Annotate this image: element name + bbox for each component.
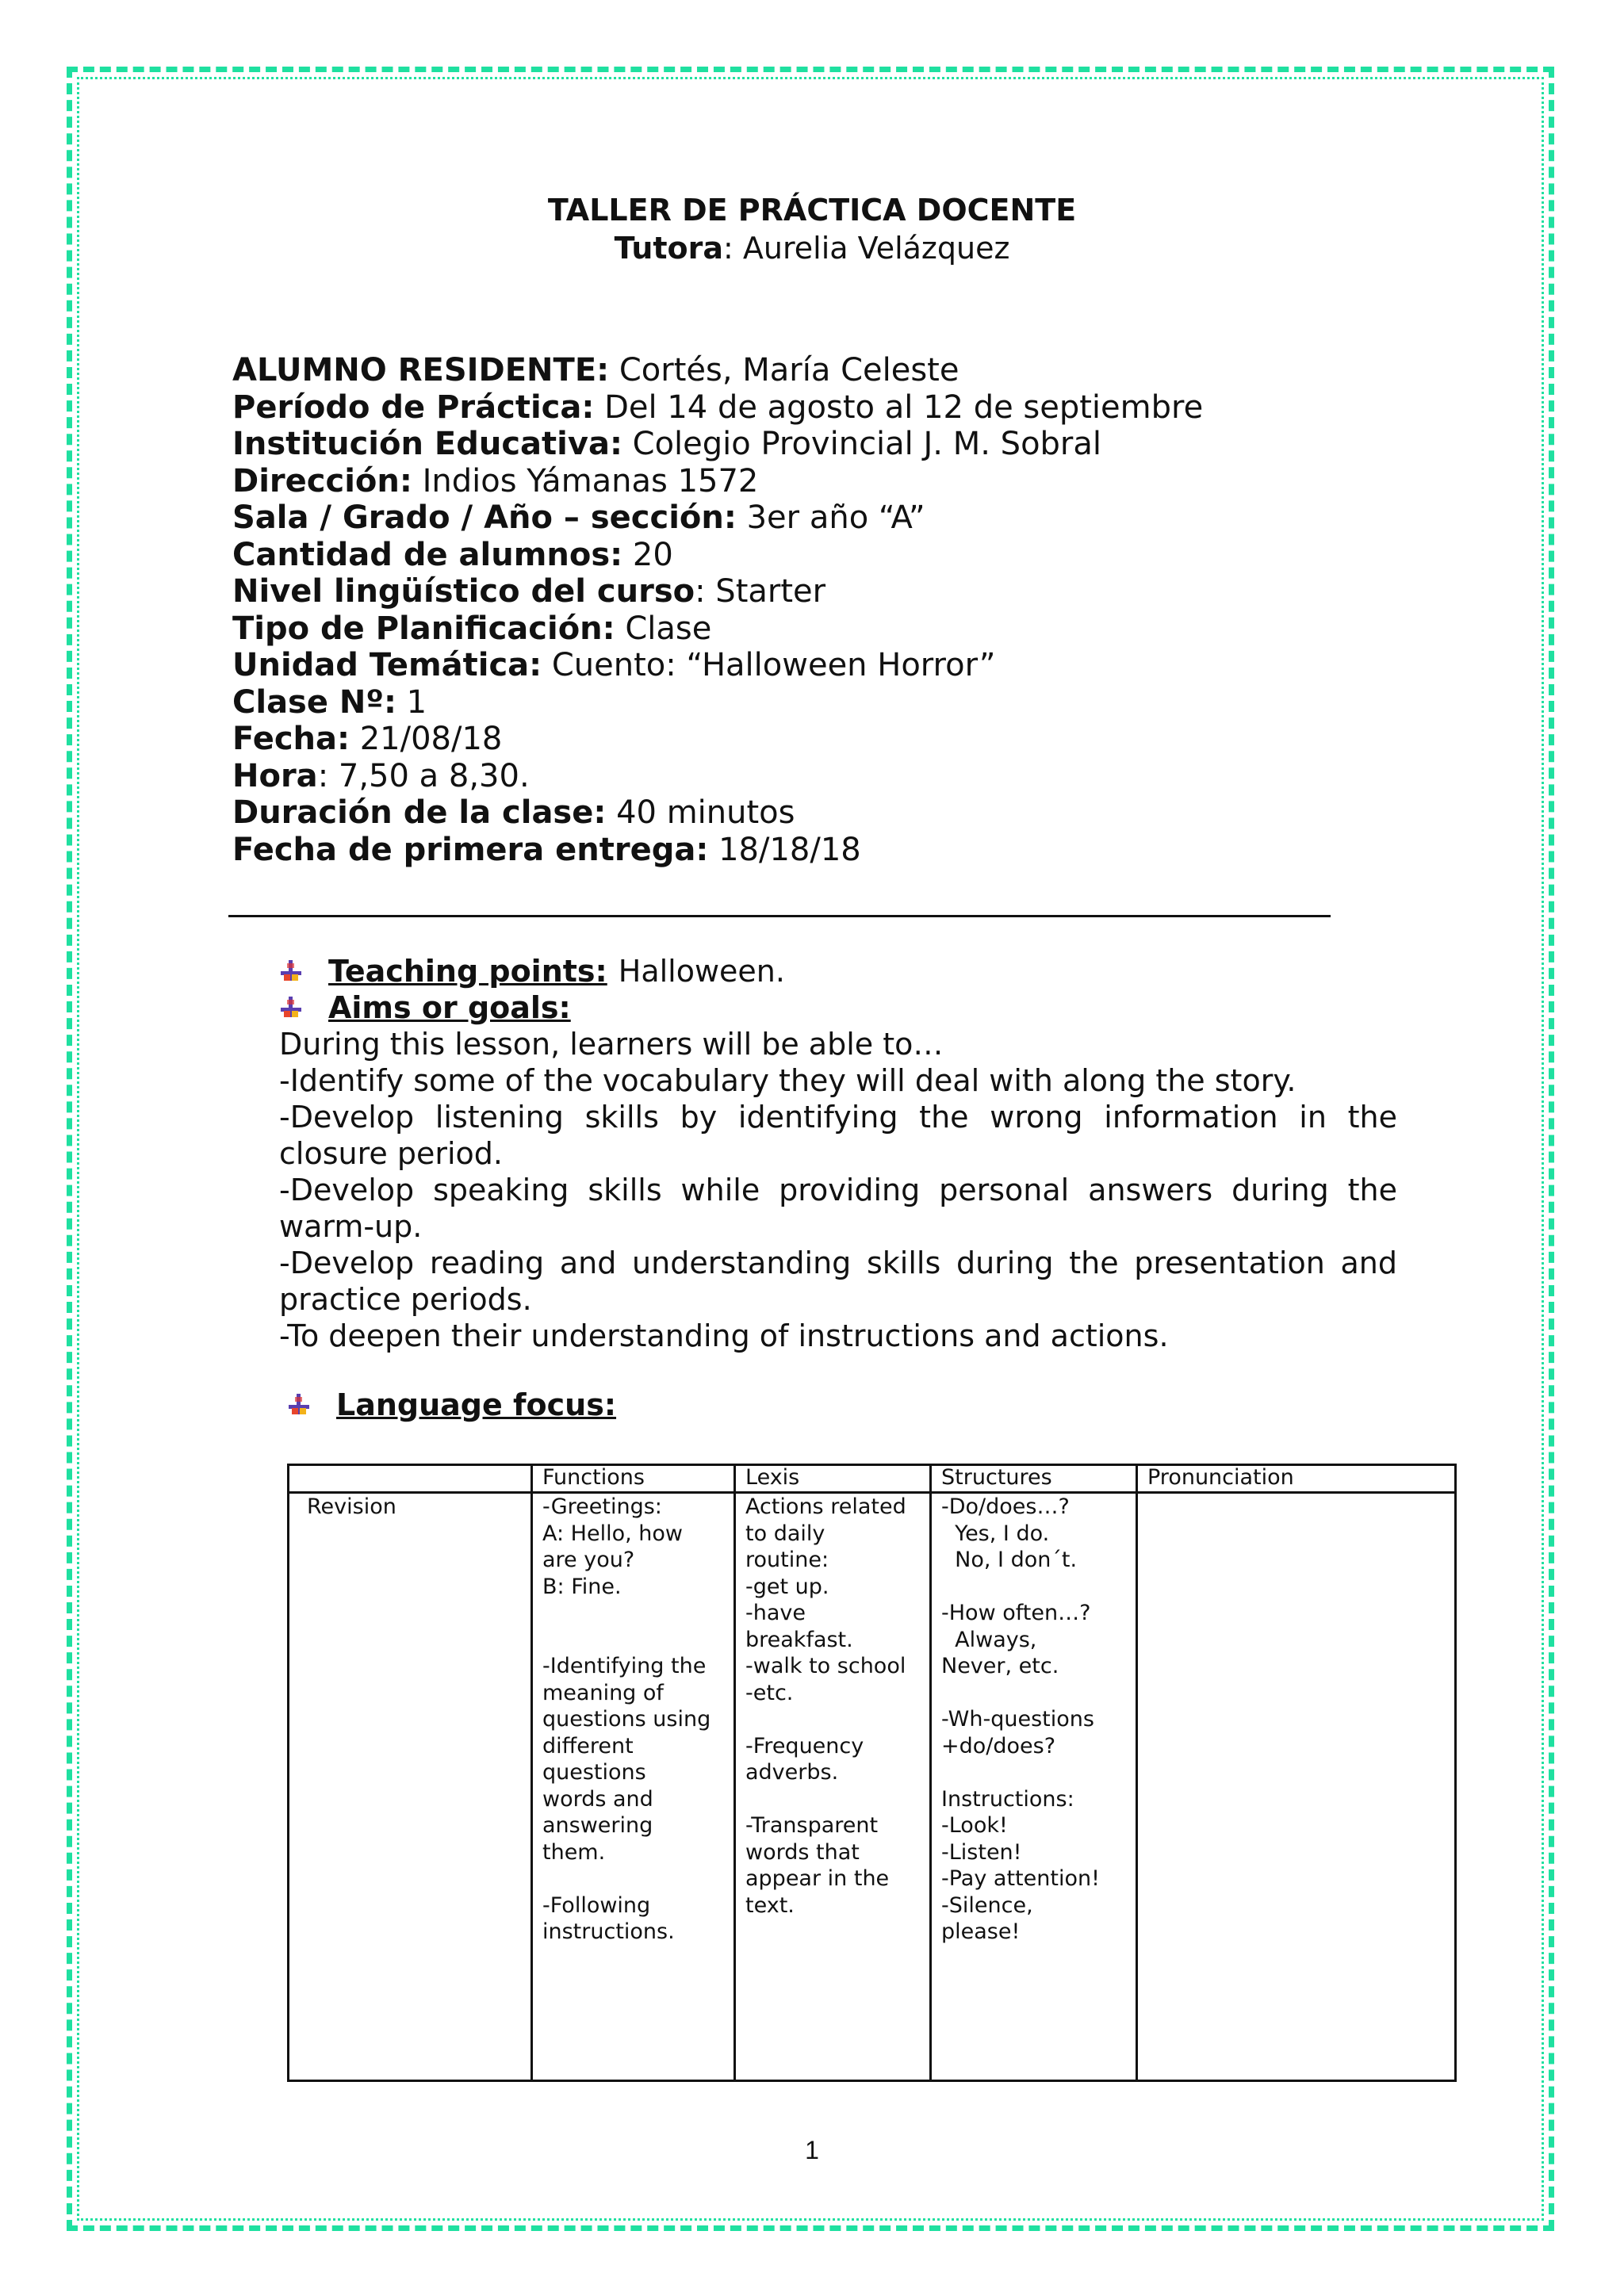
tutor-label: Tutora (614, 231, 724, 266)
column-header: Structures (931, 1465, 1137, 1493)
info-label: Cantidad de alumnos: (232, 536, 623, 573)
pronunciation-cell (1137, 1493, 1456, 2081)
info-value: Cortés, María Celeste (609, 352, 959, 388)
horizontal-rule (228, 915, 1331, 917)
info-label: Fecha: (232, 721, 350, 757)
functions-line: -Identifying the (542, 1654, 707, 1678)
lexis-line: appear in the (745, 1866, 890, 1891)
functions-line (542, 1866, 724, 1892)
pushpin-bullet-icon (287, 1392, 311, 1418)
info-row (232, 684, 1203, 721)
aims-list (279, 1026, 1397, 1354)
functions-line: answering (542, 1813, 653, 1838)
structures-line: +do/does? (941, 1733, 1056, 1758)
info-value: 3er año “A” (736, 499, 925, 536)
info-value: Del 14 de agosto al 12 de septiembre (594, 388, 1204, 426)
lexis-line: -get up. (745, 1574, 829, 1599)
info-label: Tipo de Planificación: (232, 610, 615, 647)
functions-line: questions (542, 1760, 646, 1785)
row-label: Revision (289, 1493, 532, 2081)
aims-heading-row (279, 989, 1397, 1026)
lexis-line: -have (745, 1601, 806, 1625)
info-row (232, 573, 1203, 610)
info-label: Nivel lingüístico del curso (232, 573, 695, 610)
structures-line: -Wh-questions (941, 1707, 1094, 1732)
info-row (232, 463, 1203, 500)
table-header-row (289, 1465, 1456, 1493)
lexis-cell (735, 1493, 931, 2081)
functions-line: meaning of (542, 1680, 664, 1705)
pushpin-bullet-icon (279, 959, 303, 984)
info-value: 18/18/18 (708, 831, 861, 868)
teaching-points-value: Halloween. (618, 954, 785, 989)
structures-line: Never, etc. (941, 1654, 1059, 1678)
structures-line (941, 1759, 1126, 1786)
info-value: 40 minutos (606, 794, 795, 831)
functions-line (542, 1627, 724, 1654)
info-value: 21/08/18 (350, 721, 503, 757)
aim-item: -Develop listening skills by identifying the wrong information in the closure period. (279, 1100, 1397, 1171)
functions-line: them. (542, 1839, 606, 1865)
functions-line: different (542, 1733, 634, 1758)
functions-line: questions using (542, 1707, 711, 1732)
structures-line: Instructions: (941, 1786, 1074, 1812)
functions-line: B: Fine. (542, 1574, 622, 1599)
functions-line: are you? (542, 1548, 635, 1572)
structures-line: -Silence, (941, 1892, 1033, 1918)
functions-line: A: Hello, how (542, 1521, 683, 1546)
language-focus-heading (287, 1387, 627, 1422)
info-label: Sala / Grado / Año – sección: (232, 499, 737, 536)
lexis-line: Actions related (745, 1494, 906, 1519)
structures-line (941, 1574, 1126, 1601)
info-label: Hora (232, 757, 318, 794)
functions-line (542, 1600, 724, 1627)
info-label: Fecha de primera entrega: (232, 831, 709, 868)
info-label: Duración de la clase: (232, 794, 607, 831)
table-row (289, 1493, 1456, 2081)
info-label: ALUMNO RESIDENTE: (232, 352, 610, 388)
info-label: Dirección: (232, 462, 412, 499)
language-focus-label: Language focus: (336, 1387, 617, 1422)
page-number: 1 (805, 2136, 819, 2164)
teaching-points-label: Teaching points: (328, 954, 607, 989)
info-row (232, 426, 1203, 463)
aim-item: -To deepen their understanding of instructions and actions. (279, 1318, 1169, 1353)
lexis-line (745, 1786, 920, 1813)
info-row (232, 537, 1203, 574)
info-value: 1 (396, 683, 427, 721)
lexis-line: -Transparent (745, 1813, 879, 1838)
structures-line: Always, (941, 1627, 1037, 1652)
lexis-line: to daily (745, 1521, 825, 1546)
structures-line: -Listen! (941, 1839, 1022, 1865)
functions-cell (532, 1493, 735, 2081)
column-header (289, 1465, 532, 1493)
functions-line: -Greetings: (542, 1494, 662, 1519)
info-label: Clase Nº: (232, 683, 396, 721)
functions-line: -Following (542, 1892, 651, 1918)
teaching-points-row (279, 953, 1397, 989)
lexis-line: -etc. (745, 1680, 794, 1705)
lexis-line: -Frequency (745, 1733, 864, 1758)
functions-line: instructions. (542, 1919, 675, 1944)
lexis-line: text. (745, 1892, 795, 1918)
column-header: Pronunciation (1137, 1465, 1456, 1493)
column-header: Lexis (735, 1465, 931, 1493)
info-label: Institución Educativa: (232, 426, 622, 462)
info-row (232, 610, 1203, 648)
structures-cell (931, 1493, 1137, 2081)
structures-line: -Do/does…? (941, 1494, 1070, 1519)
info-value: Colegio Provincial J. M. Sobral (622, 426, 1101, 462)
info-value: : Starter (695, 573, 826, 610)
column-header: Functions (532, 1465, 735, 1493)
info-label: Período de Práctica: (232, 388, 595, 426)
info-row (232, 499, 1203, 537)
lexis-line (745, 1706, 920, 1733)
info-value: Indios Yámanas 1572 (412, 462, 759, 499)
structures-line (941, 1680, 1126, 1707)
tutor-name: : Aurelia Velázquez (723, 231, 1010, 266)
functions-line: words and (542, 1786, 653, 1812)
lexis-line: words that (745, 1839, 860, 1865)
info-value: Cuento: “Halloween Horror” (542, 647, 996, 683)
language-focus-table (287, 1464, 1457, 2082)
lexis-line: breakfast. (745, 1627, 853, 1652)
info-value: 20 (622, 536, 673, 573)
structures-line: -Pay attention! (941, 1866, 1100, 1891)
structures-line: Yes, I do. (941, 1521, 1050, 1546)
structures-line: -How often…? (941, 1601, 1091, 1625)
structures-line: No, I don´t. (941, 1548, 1078, 1572)
aims-label: Aims or goals: (328, 990, 571, 1025)
tutor-line (0, 228, 1624, 268)
info-row (232, 647, 1203, 684)
aims-section (279, 953, 1397, 1354)
lexis-line: -walk to school (745, 1654, 906, 1678)
aim-item: -Develop reading and understanding skills during the presentation and practice periods. (279, 1246, 1397, 1317)
info-row (232, 832, 1203, 869)
structures-line: -Look! (941, 1813, 1008, 1838)
lexis-line: routine: (745, 1548, 829, 1572)
structures-line: please! (941, 1919, 1021, 1944)
info-row (232, 794, 1203, 832)
aim-item: -Develop speaking skills while providing personal answers during the warm-up. (279, 1173, 1397, 1244)
aim-item: -Identify some of the vocabulary they will deal with along the story. (279, 1063, 1297, 1098)
info-row (232, 352, 1203, 389)
pushpin-bullet-icon (279, 995, 303, 1020)
info-value: Clase (615, 610, 712, 647)
info-label: Unidad Temática: (232, 647, 542, 683)
lexis-line: adverbs. (745, 1760, 839, 1785)
info-row (232, 721, 1203, 758)
aims-intro: During this lesson, learners will be able to… (279, 1027, 944, 1062)
info-row (232, 758, 1203, 795)
info-block (232, 352, 1203, 868)
info-value: : 7,50 a 8,30. (317, 757, 530, 794)
info-row (232, 389, 1203, 427)
document-title: TALLER DE PRÁCTICA DOCENTE (547, 193, 1077, 228)
